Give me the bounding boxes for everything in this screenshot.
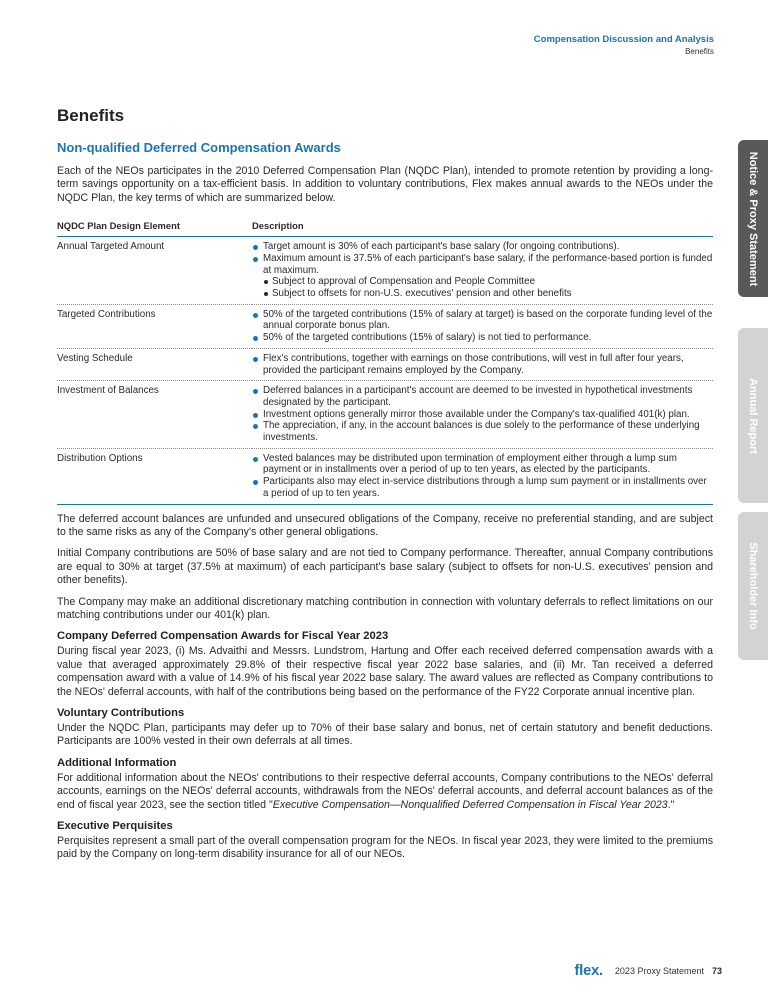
table-cell-description [252,237,713,305]
page-content [57,106,713,870]
tab-label: Shareholder Info [747,542,759,630]
tab-label: Annual Report [747,377,759,454]
additional-info-text-post: ." [667,798,675,811]
list-item-text: Maximum amount is 37.5% of each participant's base salary, if the performance-based portion is funded at maximum. [263,252,713,276]
table-cell-description [252,448,713,504]
tab-annual-report[interactable] [738,328,768,503]
paragraph-initial-contributions: Initial Company contributions are 50% of base salary and are not tied to Company performance. Thereafter, annual Company contributions are equal to 30% at target (37.5% at maximum) of each participant's base salary (subject to offsets for non-U.S. executives' pension and other benefits). [57,547,713,587]
tab-notice-proxy-statement[interactable] [738,140,768,297]
additional-info-heading: Additional Information [57,756,177,769]
table-row [57,237,713,305]
tab-shareholder-info[interactable] [738,512,768,660]
table-cell-description [252,304,713,348]
additional-info-link-text: Executive Compensation—Nonqualified Deferred Compensation in Fiscal Year 2023 [272,798,668,811]
flex-logo: flex. [574,962,603,979]
table-header-element: NQDC Plan Design Element [57,217,252,237]
perquisites-text: Perquisites represent a small part of the overall compensation program for the NEOs. In fiscal year 2023, they were limited to the premiums paid by the Company on long-term disability insurance for all of our NEOs. [57,835,713,861]
sub-list-item: Subject to offsets for non-U.S. executives' pension and other benefits [263,288,713,300]
list-item: Participants also may elect in-service distributions through a lump sum payment or in installments over a period of up to ten years. [252,476,713,499]
voluntary-contributions-heading: Voluntary Contributions [57,707,185,720]
table-row [57,348,713,380]
table-cell-description [252,348,713,380]
perquisites-heading: Executive Perquisites [57,820,173,833]
page-title: Benefits [57,106,125,125]
sub-list-item: Subject to approval of Compensation and People Committee [263,276,713,288]
nqdc-table [57,217,713,504]
voluntary-contributions-text: Under the NQDC Plan, participants may defer up to 70% of their base salary and bonus, net of certain statutory and benefit deductions. Participants are 100% vested in their own deferrals at all times. [57,722,713,748]
table-header-row [57,217,713,237]
list-item: 50% of the targeted contributions (15% of salary) is not tied to performance. [252,332,713,344]
company-awards-text: During fiscal year 2023, (i) Ms. Advaithi and Messrs. Lundstrom, Hartung and Offer each received deferred compensation awards with a value that averaged approximately 29.8% of their respective fiscal year 2022 base salaries, and (ii) Mr. Tan received a deferred compensation award with a value of 14.9% of his fiscal year 2022 base salary. The award values are reflected as Company contributions to the NEOs' deferral accounts, with half of the contributions being based on the performance of the FY22 Corporate annual incentive plan. [57,645,713,698]
header-section: Compensation Discussion and Analysis [533,34,714,45]
table-cell-element: Vesting Schedule [57,348,252,380]
paragraph-matching: The Company may make an additional discretionary matching contribution in connection with voluntary deferrals to reflect limitations on our matching contributions under our 401(k) plan. [57,595,713,622]
nqdc-title: Non-qualified Deferred Compensation Awards [57,140,341,155]
table-row [57,448,713,504]
page-number: 73 [711,965,722,976]
table-cell-element: Investment of Balances [57,381,252,449]
list-item: Deferred balances in a participant's account are deemed to be invested in hypothetical investments designated by the participant. [252,385,713,408]
list-item: Investment options generally mirror those available under the Company's tax-qualified 401(k) plan. [252,409,713,421]
table-cell-description [252,381,713,449]
page-footer [574,962,722,979]
list-item: 50% of the targeted contributions (15% of salary at target) is based on the corporate funding level of the annual corporate bonus plan. [252,309,713,332]
table-cell-element: Annual Targeted Amount [57,237,252,305]
intro-paragraph: Each of the NEOs participates in the 2010 Deferred Compensation Plan (NQDC Plan), intended to promote retention by providing a long-term savings opportunity on a tax-efficient basis. In addition to voluntary contributions, Flex makes annual awards to the NEOs under the NQDC Plan, the key terms of which are summarized below. [57,165,713,204]
list-item [252,253,713,300]
company-awards-heading: Company Deferred Compensation Awards for Fiscal Year 2023 [57,630,389,643]
paragraph-unfunded: The deferred account balances are unfunded and unsecured obligations of the Company, receive no preferential standing, and are subject to the same risks as any of the Company's other general obligations. [57,512,713,538]
additional-info-text-pre: For additional information about the NEOs' contributions to their respective deferral accounts, Company contributions to the NEOs' deferral accounts, earnings on the NEOs' deferral accounts, withdrawals from the NEOs' deferral accounts, and deferral account balances as of the end of fiscal year 2023, see the section titled " [57,771,713,811]
table-cell-element: Targeted Contributions [57,304,252,348]
list-item: Flex's contributions, together with earnings on those contributions, will vest in full after four years, provided the participant remains employed by the Company. [252,353,713,376]
list-item: Target amount is 30% of each participant's base salary (for ongoing contributions). [252,241,713,253]
table-row [57,304,713,348]
header-subsection: Benefits [685,47,714,56]
footer-doc-title: 2023 Proxy Statement [614,965,704,976]
running-header [534,34,714,56]
table-row [57,381,713,449]
table-header-description: Description [252,217,713,237]
list-item: Vested balances may be distributed upon termination of employment either through a lump sum payment or in installments over a period of up to ten years, as elected by the participants. [252,453,713,476]
additional-info-text [57,772,713,812]
tab-label: Notice & Proxy Statement [747,151,759,286]
list-item: The appreciation, if any, in the account balances is due solely to the performance of these underlying investments. [252,420,713,443]
table-cell-element: Distribution Options [57,448,252,504]
